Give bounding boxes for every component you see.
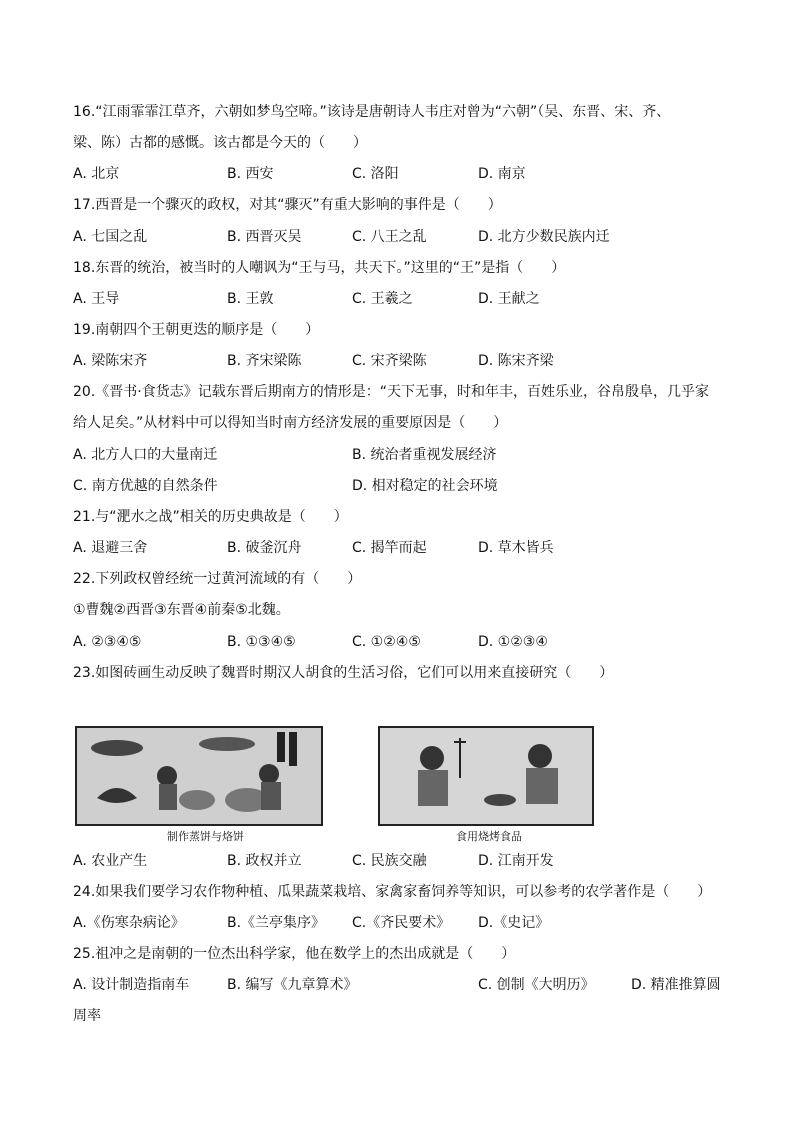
question-17-option-c[interactable]: C. 八王之乱	[352, 229, 427, 245]
question-17-option-b[interactable]: B. 西晋灭吴	[227, 229, 302, 245]
question-19-stem: 19.南朝四个王朝更迭的顺序是（ ）	[73, 322, 320, 338]
brick-painting-right	[378, 726, 594, 826]
question-25-stem: 25.祖冲之是南朝的一位杰出科学家，他在数学上的杰出成就是（ ）	[73, 946, 516, 962]
brick-painting-left	[75, 726, 323, 826]
question-22-option-b[interactable]: B. ①③④⑤	[227, 634, 296, 650]
question-24-option-a[interactable]: A.《伤寒杂病论》	[73, 915, 185, 931]
question-25-option-c[interactable]: C. 创制《大明历》	[478, 977, 595, 993]
question-20-stem-line1: 20.《晋书·食货志》记载东晋后期南方的情形是：“天下无事，时和年丰，百姓乐业，谷帛殷阜，几乎家	[73, 384, 709, 400]
question-16-stem-line1: 16.“江雨霏霏江草齐，六朝如梦鸟空啼。”该诗是唐朝诗人韦庄对曾为“六朝”（吴、东晋、宋、齐、	[73, 104, 671, 120]
question-20-option-a[interactable]: A. 北方人口的大量南迁	[73, 447, 218, 463]
question-24-option-b[interactable]: B.《兰亭集序》	[227, 915, 326, 931]
question-22-option-d[interactable]: D. ①②③④	[478, 634, 548, 650]
figure-caption-right: 食用烧烤食品	[456, 830, 522, 843]
question-16-option-a[interactable]: A. 北京	[73, 166, 120, 182]
question-16-option-b[interactable]: B. 西安	[227, 166, 274, 182]
question-23-option-c[interactable]: C. 民族交融	[352, 853, 427, 869]
question-17-option-a[interactable]: A. 七国之乱	[73, 229, 148, 245]
question-18-option-c[interactable]: C. 王羲之	[352, 291, 413, 307]
question-19-option-d[interactable]: D. 陈宋齐梁	[478, 353, 554, 369]
question-24-option-c[interactable]: C.《齐民要术》	[352, 915, 451, 931]
question-24-option-d[interactable]: D.《史记》	[478, 915, 550, 931]
question-20-stem-line2: 给人足矣。”从材料中可以得知当时南方经济发展的重要原因是（ ）	[73, 415, 508, 431]
question-19-option-b[interactable]: B. 齐宋梁陈	[227, 353, 302, 369]
question-19-option-a[interactable]: A. 梁陈宋齐	[73, 353, 148, 369]
question-21-option-c[interactable]: C. 揭竿而起	[352, 540, 427, 556]
question-20-option-c[interactable]: C. 南方优越的自然条件	[73, 478, 218, 494]
question-23-option-a[interactable]: A. 农业产生	[73, 853, 148, 869]
question-20-option-b[interactable]: B. 统治者重视发展经济	[352, 447, 497, 463]
question-22-option-c[interactable]: C. ①②④⑤	[352, 634, 421, 650]
question-16-option-c[interactable]: C. 洛阳	[352, 166, 399, 182]
question-18-stem: 18.东晋的统治，被当时的人嘲讽为“王与马，共天下。”这里的“王”是指（ ）	[73, 260, 566, 276]
question-25-option-a[interactable]: A. 设计制造指南车	[73, 977, 190, 993]
figure-caption-left: 制作蒸饼与烙饼	[167, 830, 244, 843]
question-21-option-d[interactable]: D. 草木皆兵	[478, 540, 554, 556]
question-22-stem: 22.下列政权曾经统一过黄河流域的有（ ）	[73, 571, 362, 587]
question-25-option-d[interactable]: D. 精准推算圆	[631, 977, 721, 993]
question-25-option-d-wrap: 周率	[73, 1008, 101, 1024]
question-21-option-b[interactable]: B. 破釜沉舟	[227, 540, 302, 556]
question-20-option-d[interactable]: D. 相对稳定的社会环境	[352, 478, 498, 494]
question-19-option-c[interactable]: C. 宋齐梁陈	[352, 353, 427, 369]
question-17-option-d[interactable]: D. 北方少数民族内迁	[478, 229, 610, 245]
question-24-stem: 24.如果我们要学习农作物种植、瓜果蔬菜栽培、家禽家畜饲养等知识，可以参考的农学著作是（ ）	[73, 884, 712, 900]
question-22-items: ①曹魏②西晋③东晋④前秦⑤北魏。	[73, 602, 290, 618]
question-16-option-d[interactable]: D. 南京	[478, 166, 526, 182]
question-22-option-a[interactable]: A. ②③④⑤	[73, 634, 142, 650]
question-18-option-a[interactable]: A. 王导	[73, 291, 120, 307]
question-18-option-d[interactable]: D. 王献之	[478, 291, 540, 307]
brick-painting-right-image	[380, 728, 592, 824]
question-23-option-d[interactable]: D. 江南开发	[478, 853, 554, 869]
question-23-option-b[interactable]: B. 政权并立	[227, 853, 302, 869]
question-21-option-a[interactable]: A. 退避三舍	[73, 540, 148, 556]
question-25-option-b[interactable]: B. 编写《九章算术》	[227, 977, 358, 993]
brick-painting-left-image	[77, 728, 321, 824]
question-23-stem: 23.如图砖画生动反映了魏晋时期汉人胡食的生活习俗，它们可以用来直接研究（ ）	[73, 665, 614, 681]
question-18-option-b[interactable]: B. 王敦	[227, 291, 274, 307]
question-21-stem: 21.与“淝水之战”相关的历史典故是（ ）	[73, 509, 348, 525]
question-16-stem-line2: 梁、陈）古都的感慨。该古都是今天的（ ）	[73, 135, 367, 151]
question-17-stem: 17.西晋是一个骤灭的政权，对其“骤灭”有重大影响的事件是（ ）	[73, 197, 502, 213]
